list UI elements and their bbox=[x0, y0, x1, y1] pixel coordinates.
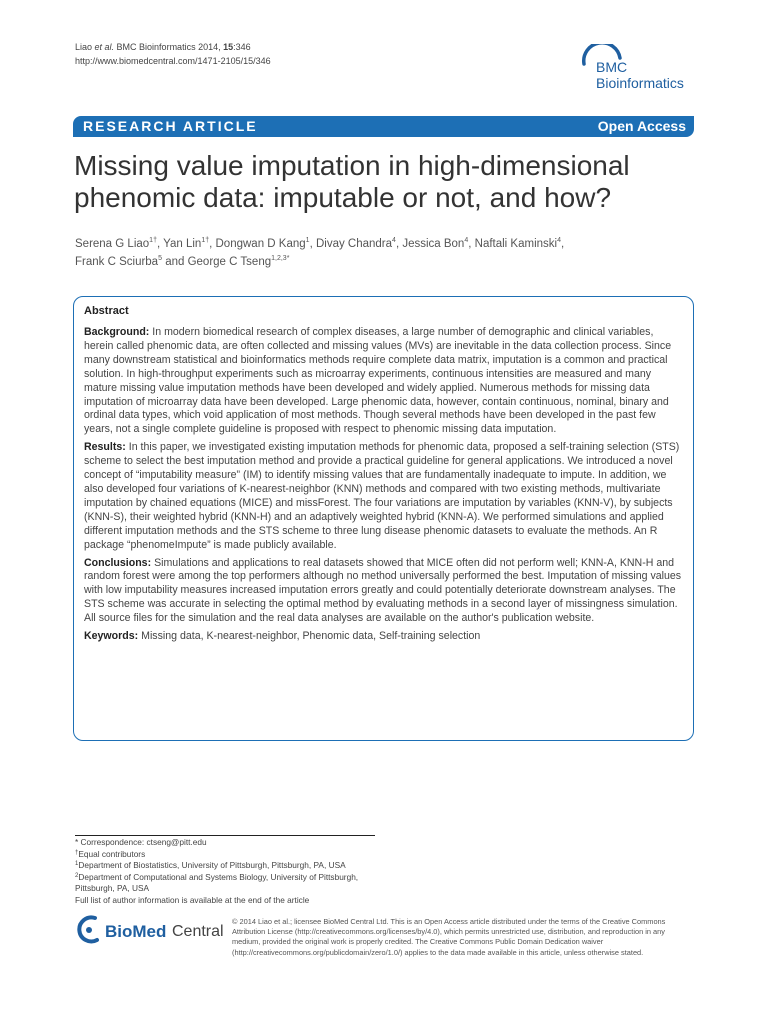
affiliation-2: $^2$Department of Computational and Systems Biology, University of Pittsburgh, bbox=[75, 871, 359, 882]
author-name: Naftali Kaminski bbox=[474, 238, 558, 250]
abstract-body bbox=[84, 326, 684, 648]
author-affiliation-mark: 1† bbox=[201, 237, 210, 244]
author-affiliation-mark: 5 bbox=[158, 255, 162, 262]
author-affiliation-mark: 4 bbox=[557, 237, 561, 244]
author-name: Divay Chandra bbox=[315, 238, 393, 250]
article-title-line2: phenomic data: imputable or not, and how? bbox=[74, 182, 612, 213]
journal-logo-line2: Bioinformatics bbox=[596, 75, 684, 91]
author-affiliation-mark: 1† bbox=[149, 237, 157, 244]
article-title bbox=[74, 150, 694, 214]
author-name: Yan Lin bbox=[163, 238, 202, 250]
affiliation-1: $^1$Department of Biostatistics, University of Pittsburgh, Pittsburgh, PA, USA bbox=[75, 860, 346, 871]
author-affiliation-mark: 1 bbox=[305, 237, 310, 244]
abstract-background: Background: In modern biomedical research of complex diseases, a large number of demographic and clinical variables, herein called phenomic data, are often collected and missing values (MVs) are inevitable in the data collection process. Since many downstream statistical and bioinformatics methods require complete data matrix, imputation is a common and practical solution. In high-throughput experiments such as microarray experiments, continuous intensities are measured and many mature missing value imputation methods have been developed and widely applied. Numerous methods for missing data imputation of microarray data have been developed. Large phenomic data, however, contain continuous, nominal, binary and ordinal data types, which void application of most methods. Though several methods have been developed in the past few years, not a single complete guideline is proposed with respect to phenomic missing data imputation. bbox=[84, 326, 672, 436]
license-statement: © 2014 Liao et al.; licensee BioMed Central Ltd. This is an Open Access article distributed under the terms of the Creative Commons Attribution License (http://creativecommons.org/licenses/by/4.0), which permits unrestricted use, distribution, and reproduction in any medium, provided the original work is properly credited. The Creative Commons Public Domain Dedication waiver (http://creativecommons.org/publicdomain/zero/1.0/) applies to the data made available in this article, unless otherwise stated. bbox=[232, 917, 666, 957]
footnotes bbox=[75, 837, 395, 907]
author-separator: , bbox=[395, 238, 403, 250]
article-type-label: RESEARCH ARTICLE bbox=[83, 118, 258, 134]
author-name: George C Tseng bbox=[187, 256, 272, 268]
affiliation-2-cont: Pittsburgh, PA, USA bbox=[75, 883, 150, 894]
author-name: Dongwan D Kang bbox=[215, 238, 306, 250]
journal-logo-line1: BMC bbox=[596, 59, 628, 75]
equal-contributors-note: †Equal contributors bbox=[75, 848, 146, 859]
footnote-divider bbox=[75, 835, 375, 836]
correspondence-note: * Correspondence: ctseng@pitt.edu bbox=[75, 837, 207, 847]
author-name: Jessica Bon bbox=[402, 238, 465, 250]
author-separator: and bbox=[162, 256, 188, 268]
author-name: Serena G Liao bbox=[75, 238, 150, 250]
author-separator: , bbox=[561, 238, 565, 250]
abstract-heading: Abstract bbox=[84, 305, 129, 317]
author-affiliation-mark: 4 bbox=[464, 237, 469, 244]
author-list bbox=[75, 235, 695, 271]
author-affiliation-mark: 4 bbox=[392, 237, 396, 244]
journal-logo bbox=[580, 44, 700, 100]
abstract-conclusions: Conclusions: Simulations and applications to real datasets showed that MICE often did not perform well; KNN-A, KNN-H and random forest were among the top performers although no method universally performed the best. Imputation of missing values with low imputability measures increased imputation errors greatly and could potentially deteriorate downstream analyses. The STS scheme was accurate in selecting the optimal method by evaluating methods in a second layer of missingness simulation. All source files for the simulation and the real data analyses are available on the author's publication website. bbox=[84, 556, 682, 625]
publisher-logo-part1: BioMed bbox=[105, 922, 167, 941]
author-separator: , bbox=[309, 238, 316, 250]
abstract-keywords: Keywords: Missing data, K-nearest-neighbor, Phenomic data, Self-training selection bbox=[84, 630, 481, 643]
open-access-label: Open Access bbox=[597, 118, 686, 134]
publisher-logo-swirl-icon bbox=[75, 914, 103, 948]
author-affiliation-mark: 1,2,3* bbox=[271, 255, 290, 262]
full-author-info-note: Full list of author information is available at the end of the article bbox=[75, 894, 310, 905]
abstract-results: Results: In this paper, we investigated existing imputation methods for phenomic data, proposed a self-training selection (STS) scheme to select the best imputation method and provide a practical guideline for general applications. We introduced a novel concept of “imputability measure” (IM) to identify missing values that are fundamentally inadequate to impute. In addition, we also developed four variations of K-nearest-neighbor (KNN) methods and compared with two existing methods, multivariate imputation by chained equations (MICE) and missForest. The four variations are imputation by variables (KNN-V), by subjects (KNN-S), their weighted hybrid (KNN-H) and an adaptively weighted hybrid (KNN-A). We performed simulations and applied different imputation methods and the STS scheme to three lung disease phenomic datasets to evaluate the methods. An R package “phenomeImpute” is made publicly available. bbox=[84, 441, 680, 551]
publisher-logo-part2: Central bbox=[172, 923, 224, 940]
author-separator: , bbox=[468, 238, 475, 250]
abstract-box bbox=[73, 296, 694, 741]
article-type-banner bbox=[73, 116, 694, 137]
citation-line: Liao et al. BMC Bioinformatics 2014, 15:346 bbox=[75, 42, 251, 52]
publisher-logo bbox=[75, 914, 225, 954]
article-title-line1: Missing value imputation in high-dimensional bbox=[74, 150, 630, 181]
author-name: Frank C Sciurba bbox=[75, 256, 159, 268]
author-separator: , bbox=[209, 238, 216, 250]
citation-header bbox=[75, 40, 271, 68]
article-url[interactable]: http://www.biomedcentral.com/1471-2105/15/346 bbox=[75, 56, 271, 66]
author-separator: , bbox=[156, 238, 164, 250]
